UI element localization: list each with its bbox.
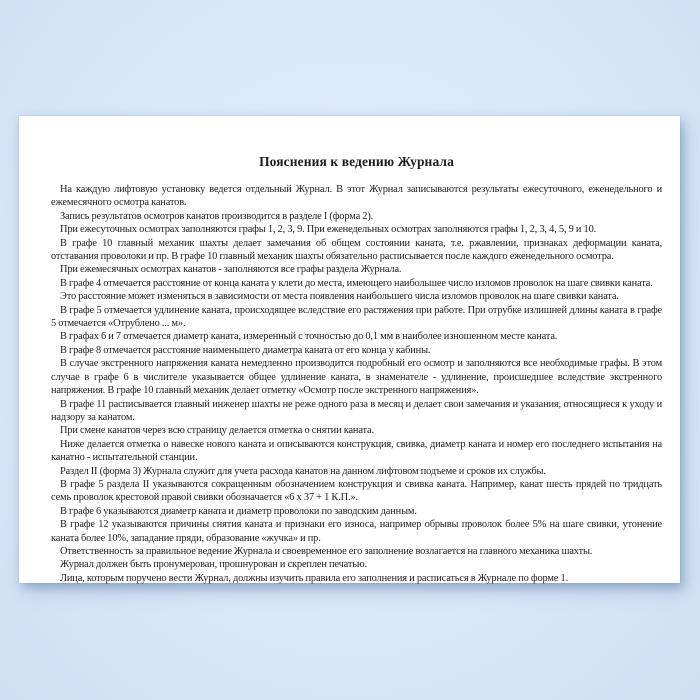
paragraph: Журнал должен быть пронумерован, прошнурован и скреплен печатью.: [60, 559, 367, 571]
paragraph: В графе 5 раздела II указываются сокращенным обозначением конструкция и свивка каната. Например, канат шесть прядей по тридцать семь проволок крестовой правой свивки обозначается «6 х 37 + 1 К.П.».: [51, 478, 662, 504]
paragraph: В графе 4 отмечается расстояние от конца каната у клети до места, имеющего наибольшее число изломов проволок на шаге свивки каната.: [60, 277, 653, 289]
paragraph: В графе 10 главный механик шахты делает замечания об общем состоянии каната, т.е. ржавлении, признаках деформации каната, отставания проволоки и пр. В графе 10 главный механик шахты обязательно расписывается после каждого еженедельного осмотра.: [51, 237, 662, 263]
paragraph: В графе 5 отмечается удлинение каната, происходящее вследствие его растяжения при работе. При отрубке излишней длины каната в графе 5 отмечается «Отрублено ... м».: [51, 304, 662, 330]
paragraph: Лица, которым поручено вести Журнал, должны изучить правила его заполнения и расписаться в Журнале по форме 1.: [60, 572, 569, 584]
paragraph: При ежемесячных осмотрах канатов - заполняются все графы раздела Журнала.: [60, 264, 402, 276]
paragraph: Это расстояние может изменяться в зависимости от места появления наибольшего числа изломов проволок на шаге свивки каната.: [60, 291, 619, 303]
paragraph: В графах 6 и 7 отмечается диаметр каната, измеренный с точностью до 0,1 мм в наиболее изношенном месте каната.: [60, 331, 558, 343]
paragraph: На каждую лифтовую установку ведется отдельный Журнал. В этот Журнал записываются результаты ежесуточного, еженедельного и ежемесячного осмотра канатов.: [51, 184, 662, 209]
paragraph: Ответственность за правильное ведение Журнала и своевременное его заполнение возлагается на главного механика шахты.: [60, 545, 593, 557]
document-body: [51, 183, 662, 585]
paragraph: Запись результатов осмотров канатов производится в разделе I (форма 2).: [60, 210, 374, 222]
paragraph: В графе 6 указываются диаметр каната и диаметр проволоки по заводским данным.: [60, 505, 417, 517]
paragraph: При смене канатов через всю страницу делается отметка о снятии каната.: [60, 425, 374, 437]
paragraph: В графе 11 расписывается главный инженер шахты не реже одного раза в месяц и делает свои замечания и указания, относящиеся к уходу и надзору за канатом.: [51, 398, 662, 423]
paragraph: Раздел II (форма 3) Журнала служит для учета расхода канатов на данном лифтовом подъеме и сроков их службы.: [60, 465, 546, 477]
page-title: Пояснения к ведению Журнала: [259, 154, 454, 169]
paragraph: В графе 12 указываются причины снятия каната и признаки его износа, например обрывы проволок более 5% на шаге свивки, утонение каната более 10%, западание пряди, образование «жучка» и пр.: [51, 519, 662, 544]
paragraph: Ниже делается отметка о навеске нового каната и описываются конструкция, свивка, диаметр каната и номер его последнего испытания на канатно - испытательной станции.: [51, 438, 662, 464]
paragraph: При ежесуточных осмотрах заполняются графы 1, 2, 3, 9. При еженедельных осмотрах заполняются графы 1, 2, 3, 4, 5, 9 и 10.: [60, 224, 597, 236]
document-page: [19, 116, 680, 583]
paragraph: В графе 8 отмечается расстояние наименьшего диаметра каната от его конца у кабины.: [60, 344, 431, 356]
paragraph: В случае экстренного напряжения каната немедленно производится подробный его осмотр и заполняются все необходимые графы. В этом случае в графе 6 в числителе указывается общее удлинение каната, в знаменателе - удлинение, происшедшее вследствие экстренного напряжения. В графе 10 главный механик делает отметку «Осмотр после экстренного напряжения».: [51, 358, 662, 397]
